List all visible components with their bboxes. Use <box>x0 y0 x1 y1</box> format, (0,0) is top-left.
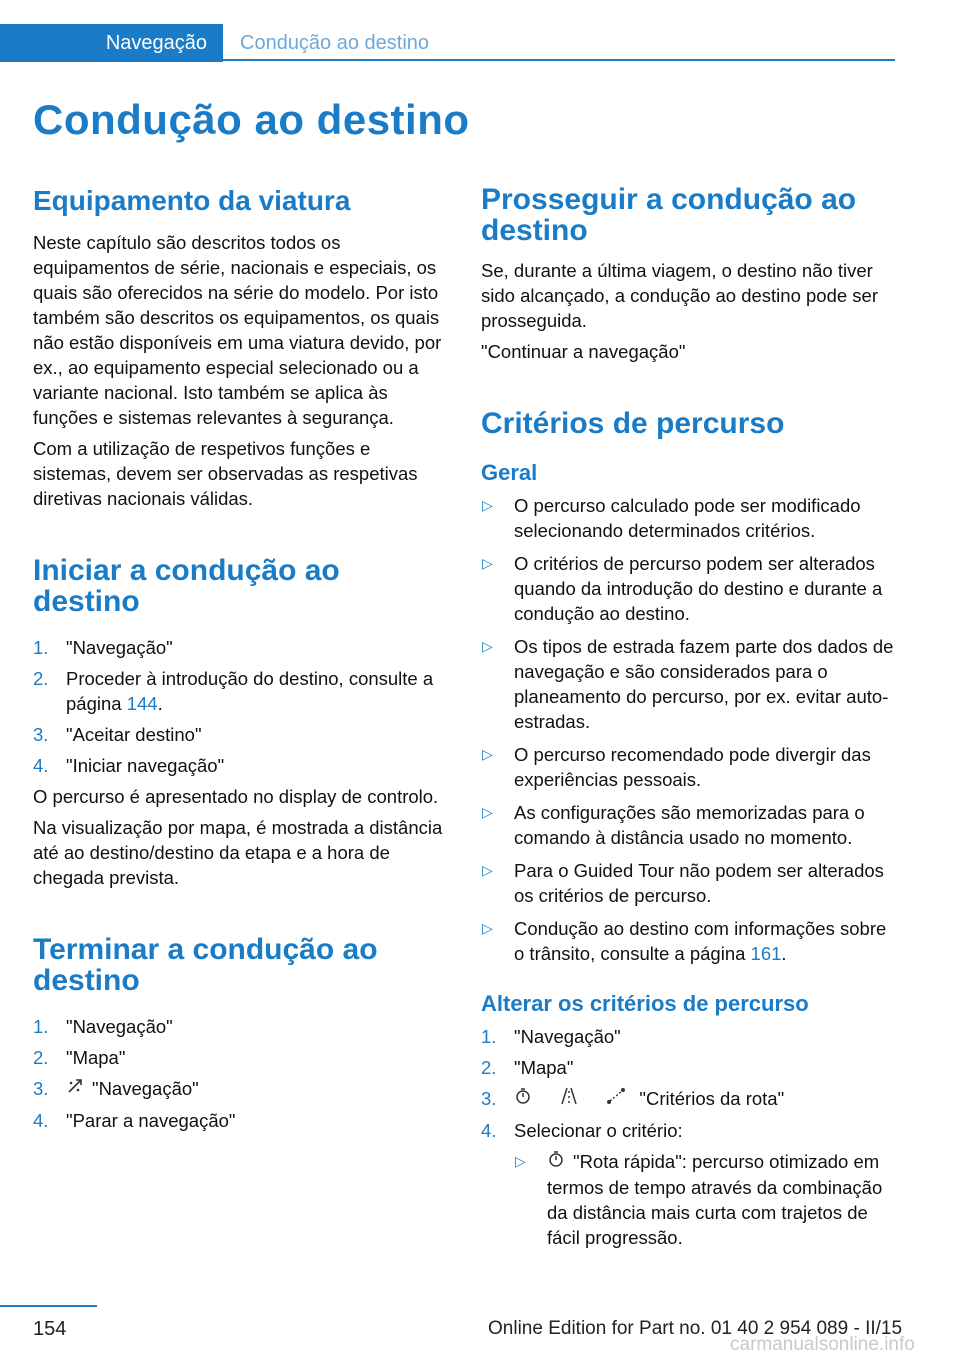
list-item: 4. "Iniciar navegação" <box>33 755 225 776</box>
list-item: 2. Proceder à introdução do destino, consulte a página 144. <box>33 668 434 714</box>
change-steps-list <box>481 1024 899 1250</box>
list-item: 1. "Navegação" <box>481 1026 621 1047</box>
resume-command: "Continuar a navegação" <box>481 341 686 362</box>
left-column <box>33 184 451 1139</box>
route-criteria-heading: Critérios de percurso <box>481 407 785 440</box>
list-item: 3. "Navegação" <box>33 1076 451 1102</box>
equipment-paragraph-2: Com a utilização de respetivos funções e sistemas, devem ser observadas as respetivas diretivas nacionais válidas. <box>33 438 418 509</box>
list-item: ▷ Para o Guided Tour não podem ser alterados os critérios de percurso. <box>482 860 884 906</box>
triangle-right-icon: ▷ <box>482 497 493 513</box>
resume-paragraph: Se, durante a última viagem, o destino não tiver sido alcançado, a condução ao destino pode ser prosseguida. <box>481 260 879 331</box>
list-item: ▷ As configurações são memorizadas para o comando à distância usado no momento. <box>482 802 865 848</box>
right-column <box>481 184 899 1258</box>
triangle-right-icon: ▷ <box>482 746 493 762</box>
watermark: carmanualsonline.info <box>730 1334 915 1355</box>
list-item: 1. "Navegação" <box>33 637 173 658</box>
header-section-tab: Navegação <box>0 24 223 62</box>
page-header <box>0 24 895 62</box>
list-item: ▷ O percurso recomendado pode divergir das experiências pessoais. <box>482 744 871 790</box>
general-bullets-list <box>481 493 899 966</box>
start-guidance-heading: Iniciar a condução ao destino <box>33 554 340 618</box>
list-item: ▷ O critérios de percurso podem ser alterados quando da introdução do destino e durante a condução ao destino. <box>482 553 883 624</box>
page-link-161[interactable]: 161 <box>750 943 782 964</box>
list-item: ▷ Condução ao destino com informações sobre o trânsito, consulte a página 161. <box>482 918 887 964</box>
stopwatch-icon <box>547 1150 565 1175</box>
list-item: ▷ O percurso calculado pode ser modificado selecionando determinados critérios. <box>482 495 861 541</box>
road-icon <box>559 1087 579 1112</box>
triangle-right-icon: ▷ <box>482 555 493 571</box>
list-item: 3. "Critérios da rota" <box>481 1086 899 1112</box>
start-steps-list <box>33 635 451 778</box>
end-steps-list <box>33 1014 451 1133</box>
list-item: 4. Selecionar o critério: ▷ "Rota rápida": percurso otimizado em termos de tempo através da combinação da distância mais curta com trajetos de fácil progressão. <box>481 1118 899 1250</box>
list-item: 4. "Parar a navegação" <box>33 1110 236 1131</box>
list-item: 2. "Mapa" <box>33 1047 126 1068</box>
route-icon <box>606 1087 626 1112</box>
general-heading: Geral <box>481 460 538 485</box>
list-item: 2. "Mapa" <box>481 1057 574 1078</box>
start-paragraph-1: O percurso é apresentado no display de controlo. <box>33 786 439 807</box>
triangle-right-icon: ▷ <box>482 920 493 936</box>
triangle-right-icon: ▷ <box>482 804 493 820</box>
stopwatch-icon <box>514 1087 532 1112</box>
page-title: Condução ao destino <box>33 96 470 143</box>
list-item: ▷ "Rota rápida": percurso otimizado em termos de tempo através da combinação da distância mais curta com trajetos de fácil progressão. <box>515 1151 883 1248</box>
triangle-right-icon: ▷ <box>482 862 493 878</box>
triangle-right-icon: ▷ <box>515 1153 526 1169</box>
end-guidance-heading: Terminar a condução ao destino <box>33 933 378 997</box>
list-item: 3. "Aceitar destino" <box>33 724 202 745</box>
list-item: 1. "Navegação" <box>33 1016 173 1037</box>
start-paragraph-2: Na visualização por mapa, é mostrada a distância até ao destino/destino da etapa e a hora de chegada prevista. <box>33 817 443 888</box>
footer-rule <box>0 1305 97 1307</box>
criteria-sublist <box>514 1149 899 1250</box>
edition-note: Online Edition for Part no. 01 40 2 954 089 - II/15 <box>488 1318 903 1339</box>
header-rule <box>223 59 895 61</box>
page-number: 154 <box>33 1318 67 1340</box>
navigation-icon <box>66 1077 84 1102</box>
equipment-paragraph-1: Neste capítulo são descritos todos os equipamentos de série, nacionais e especiais, os quais são oferecidos na série do modelo. Por isto também são descritos os equipamentos, os quais não estão disponíveis em uma viatura devido, por ex., ao equipamento especial selecionado ou a variante nacional. Isto também se aplica às funções e sistemas relevantes à segurança. <box>33 232 442 428</box>
list-item: ▷ Os tipos de estrada fazem parte dos dados de navegação e são considerados para o planeamento do percurso, por ex. evitar auto-estradas. <box>482 636 894 732</box>
change-criteria-heading: Alterar os critérios de percurso <box>481 991 809 1016</box>
resume-guidance-heading: Prosseguir a condução ao destino <box>481 183 857 247</box>
page-link-144[interactable]: 144 <box>126 693 158 714</box>
equipment-heading: Equipamento da viatura <box>33 185 351 216</box>
triangle-right-icon: ▷ <box>482 638 493 654</box>
header-topic: Condução ao destino <box>240 31 430 54</box>
